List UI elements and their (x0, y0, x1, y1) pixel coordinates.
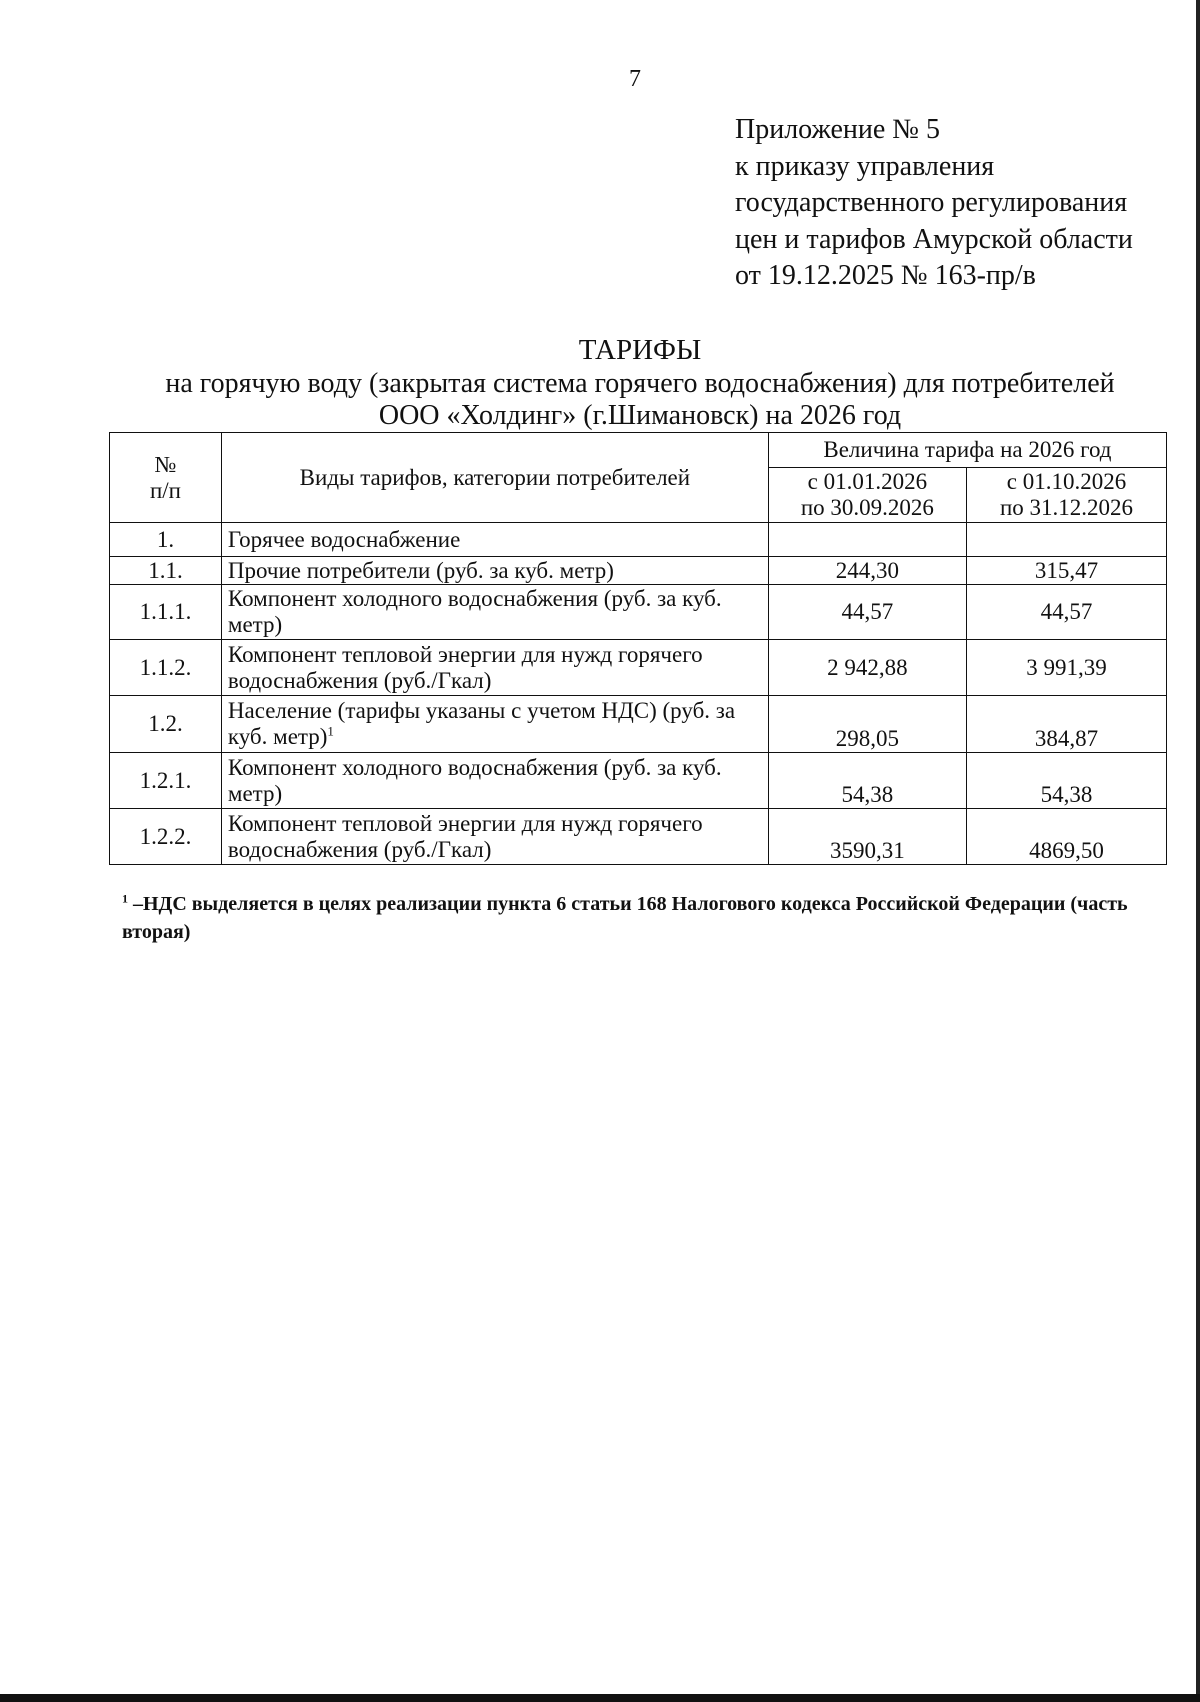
row-num: 1.1. (110, 557, 222, 585)
table-row (110, 809, 1167, 865)
document-title (60, 334, 1200, 432)
footnote-text: –НДС выделяется в целях реализации пункта 6 статьи 168 Налогового кодекса Российской Федерации (часть вторая) (122, 893, 1128, 943)
row-value-2: 44,57 (966, 585, 1166, 640)
row-value-2: 4869,50 (966, 809, 1166, 865)
row-name-text: Население (тарифы указаны с учетом НДС) (руб. за куб. метр) (227, 698, 736, 749)
title-line-2: ООО «Холдинг» (г.Шимановск) на 2026 год (378, 400, 902, 431)
row-value-1: 54,38 (768, 753, 966, 809)
row-num: 1.2.1. (110, 753, 222, 809)
page-number: 7 (629, 66, 641, 92)
title-line-1: на горячую воду (закрытая система горячего водоснабжения) для потребителей (165, 368, 1115, 399)
table-row (110, 557, 1167, 585)
row-name: Компонент холодного водоснабжения (руб. за куб. метр) (221, 585, 768, 640)
row-value-1: 2 942,88 (768, 640, 966, 696)
appendix-line: Приложение № 5 (735, 114, 940, 145)
scan-edge-bottom (0, 1694, 1200, 1702)
header-num: № п/п (110, 433, 222, 523)
footnote (122, 890, 1152, 946)
scan-edge-right (1196, 0, 1200, 1702)
table-row (110, 753, 1167, 809)
row-num: 1.1.2. (110, 640, 222, 696)
appendix-line: от 19.12.2025 № 163-пр/в (735, 260, 1036, 291)
row-value-2 (966, 523, 1166, 557)
row-num: 1.1.1. (110, 585, 222, 640)
table-header-row (110, 433, 1167, 468)
header-period-1: с 01.01.2026 по 30.09.2026 (768, 468, 966, 523)
appendix-line: цен и тарифов Амурской области (735, 223, 1133, 255)
row-num: 1.2.2. (110, 809, 222, 865)
header-name: Виды тарифов, категории потребителей (221, 433, 768, 523)
header-value-group: Величина тарифа на 2026 год (768, 433, 1166, 468)
row-value-1: 244,30 (768, 557, 966, 585)
table-row (110, 523, 1167, 557)
row-name: Прочие потребители (руб. за куб. метр) (221, 557, 768, 585)
appendix-line: к приказу управления (735, 150, 995, 182)
row-value-1: 3590,31 (768, 809, 966, 865)
row-value-1: 44,57 (768, 585, 966, 640)
title-main: ТАРИФЫ (578, 334, 702, 366)
row-value-2: 54,38 (966, 753, 1166, 809)
row-name: Компонент холодного водоснабжения (руб. за куб. метр) (221, 753, 768, 809)
appendix-line: государственного регулирования (735, 187, 1128, 218)
row-name: Компонент тепловой энергии для нужд горячего водоснабжения (руб./Гкал) (221, 809, 768, 865)
header-period-2: с 01.10.2026 по 31.12.2026 (966, 468, 1166, 523)
tariff-table (109, 432, 1167, 865)
row-value-2: 384,87 (966, 696, 1166, 753)
row-num: 1. (110, 523, 222, 557)
row-num: 1.2. (110, 696, 222, 753)
row-name: Горячее водоснабжение (221, 523, 768, 557)
footnote-number: 1 (122, 891, 128, 906)
row-value-1 (768, 523, 966, 557)
table-row (110, 640, 1167, 696)
row-name (221, 696, 768, 753)
row-value-1: 298,05 (768, 696, 966, 753)
appendix-block (735, 112, 1133, 295)
table-row (110, 585, 1167, 640)
row-name: Компонент тепловой энергии для нужд горячего водоснабжения (руб./Гкал) (221, 640, 768, 696)
row-value-2: 315,47 (966, 557, 1166, 585)
footnote-marker: 1 (327, 723, 334, 739)
row-value-2: 3 991,39 (966, 640, 1166, 696)
table-row (110, 696, 1167, 753)
